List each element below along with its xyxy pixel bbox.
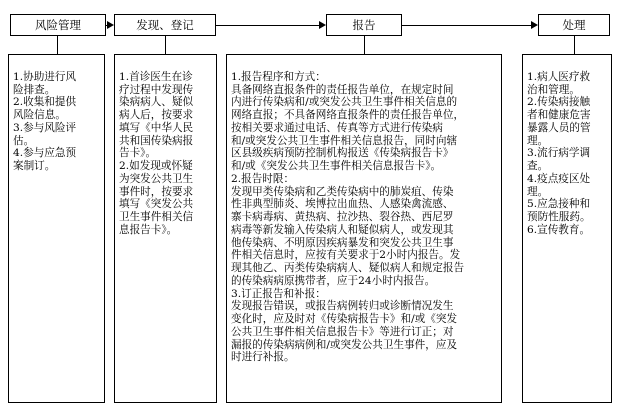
arrow-head-3 xyxy=(531,21,538,29)
discovery-registration-content xyxy=(114,54,217,403)
arrow-line-3 xyxy=(402,25,531,26)
stage-discovery-registration: 发现、登记 xyxy=(114,14,216,36)
arrow-head-2 xyxy=(319,21,326,29)
connector-handling xyxy=(574,36,575,54)
report-text: 1.报告程序和方式： 具备网络直报条件的责任报告单位，在规定时间 内进行传染病和/或突发公共卫生事件相关信息的 网络直报；不具备网络直报条件的责任报告单位， 按相关要求通过电话、传真等方式进行传染病 和/或突发公共卫生事件相关信息报告，同时向辖 区县级疾病预防控制机构报送《传染病报告卡》 和/或《突发公共卫生事件相关信息报告卡》。 2.报告时限： 发现甲类传染病和乙类传染病中的肺炭疽、传染 性非典型肺炎、埃博拉出血热、人感染禽流感、 寨卡病毒病、黄热病、拉沙热、裂谷热、西尼罗 病毒等新发输入传染病人和疑似病人，或发现其 他传染病、不明原因疾病暴发和突发公共卫生事 件相关信息时，应按有关要求于2小时内报告。发 现其他乙、丙类传染病病人、疑似病人和规定报告 的传染病病原携带者，应于24小时内报告。 3.订正报告和补报： 发现报告错误，或报告病例转归或诊断情况发生 变化时，应及时对《传染病报告卡》和/或《突发 公共卫生事件相关信息报告卡》等进行订正；对 漏报的传染病病例和/或突发公共卫生事件，应及 时进行补报。 xyxy=(231,70,465,364)
connector-report xyxy=(364,36,365,54)
stage-handling: 处理 xyxy=(538,14,610,36)
report-content xyxy=(226,54,502,403)
stage-report: 报告 xyxy=(326,14,402,36)
discovery-registration-text: 1.首诊医生在诊 疗过程中发现传 染病病人、疑似 病人后，按要求 填写《中华人民 共和国传染病报 告卡》。 2.如发现或怀疑 为突发公共卫生 事件时，按要求 填写《突发公共 卫生事件相关信 息报告卡》。 xyxy=(119,70,194,236)
risk-management-content xyxy=(8,54,105,403)
connector-risk xyxy=(57,36,58,54)
risk-management-text: 1.协助进行风 险排查。 2.收集和提供 风险信息。 3.参与风险评 估。 4.参与应急预 案制订。 xyxy=(13,70,77,172)
connector-discovery xyxy=(165,36,166,54)
stage-risk-management: 风险管理 xyxy=(10,14,106,36)
arrow-head-1 xyxy=(107,21,114,29)
arrow-line-2 xyxy=(216,25,319,26)
handling-text: 1.病人医疗救 治和管理。 2.传染病接触 者和健康危害 暴露人员的管 理。 3.流行病学调 查。 4.疫点疫区处 理。 5.应急接种和 预防性服药。 6.宣传教育。 xyxy=(527,70,591,236)
handling-content xyxy=(522,54,612,403)
